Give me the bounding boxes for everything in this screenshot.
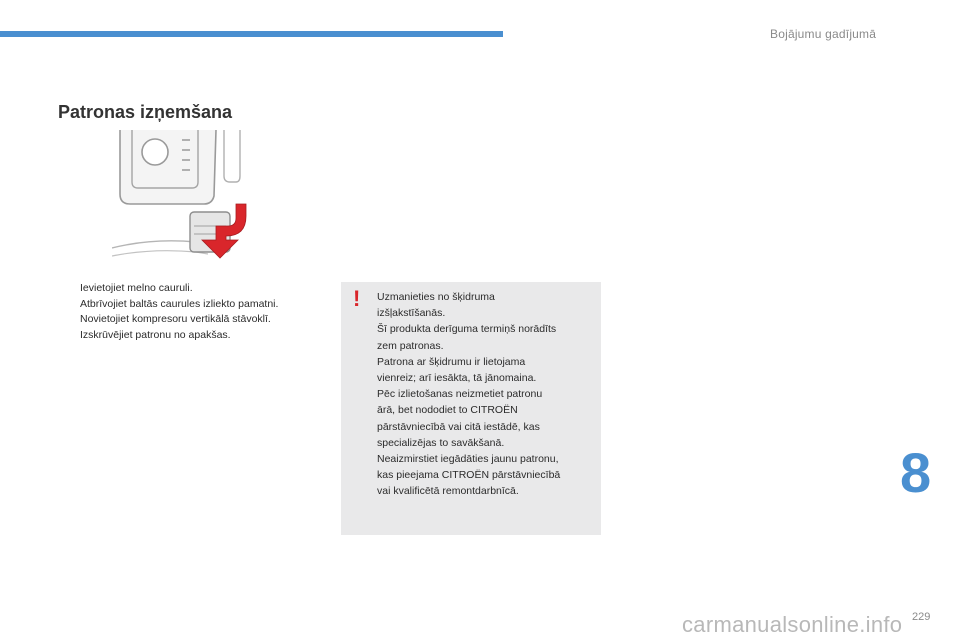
warning-box <box>341 282 601 535</box>
warning-line: Šī produkta derīguma termiņš norādīts <box>377 323 557 336</box>
warning-line: ārā, bet nododiet to CITROËN <box>377 404 518 417</box>
instruction-steps <box>60 281 332 343</box>
warning-line: Uzmanieties no šķidruma <box>377 291 495 303</box>
watermark: carmanualsonline.info <box>682 612 903 637</box>
step-text: Ievietojiet melno cauruli. <box>80 282 193 294</box>
header-section-name: Bojājumu gadījumā <box>770 27 877 41</box>
step-text: Izskrūvējiet patronu no apakšas. <box>80 328 231 341</box>
list-item <box>60 328 332 344</box>
warning-line: specializējas to savākšanā. <box>377 436 505 449</box>
list-item <box>60 297 332 313</box>
chapter-number: 8 <box>900 441 932 504</box>
header-accent-bar <box>0 31 503 37</box>
compressor-cartridge-removal-illustration <box>112 130 252 262</box>
warning-line: pārstāvniecībā vai citā iestādē, kas <box>377 420 540 433</box>
warning-line: zem patronas. <box>377 339 444 352</box>
page-number: 229 <box>912 611 931 623</box>
exclamation-warning-icon: ! <box>353 286 361 311</box>
list-item <box>60 281 332 297</box>
warning-line: vai kvalificētā remontdarbnīcā. <box>377 485 519 498</box>
warning-line: kas pieejama CITROËN pārstāvniecībā <box>377 469 561 482</box>
warning-line: izšļakstīšanās. <box>377 307 446 320</box>
step-text: Novietojiet kompresoru vertikālā stāvoklī. <box>80 313 271 325</box>
list-item <box>60 312 332 328</box>
page-title: Patronas izņemšana <box>58 102 233 122</box>
warning-line: Neaizmirstiet iegādāties jaunu patronu, <box>377 453 559 466</box>
step-text: Atbrīvojiet baltās caurules izliekto pamatni. <box>80 297 279 310</box>
warning-text <box>377 289 597 500</box>
warning-line: Patrona ar šķidrumu ir lietojama <box>377 355 526 368</box>
warning-line: Pēc izlietošanas neizmetiet patronu <box>377 388 543 401</box>
warning-line: vienreiz; arī iesākta, tā jānomaina. <box>377 372 537 385</box>
